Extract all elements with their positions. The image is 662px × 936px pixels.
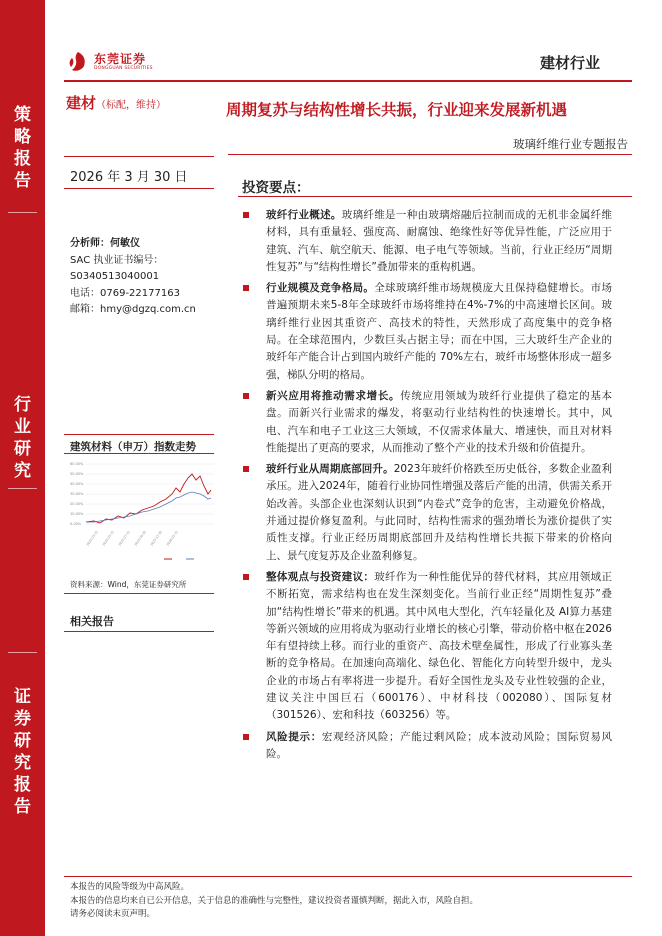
left-rule	[64, 188, 214, 189]
bullet-overview	[242, 207, 612, 276]
bullet-investment-advice	[242, 569, 612, 725]
sidebar-char: 行	[14, 395, 31, 415]
logo-name-en: DONGGUAN SECURITIES	[94, 65, 153, 71]
bullet-risk	[242, 729, 612, 764]
sidebar-char: 研	[14, 731, 31, 751]
sidebar-divider	[8, 212, 37, 213]
svg-text:2025-07-31: 2025-07-31	[117, 529, 131, 547]
bullet-text: 宏观经济风险；产能过剩风险；成本波动风险；国际贸易风险。	[266, 730, 613, 760]
report-subtitle: 玻璃纤维行业专题报告	[513, 137, 628, 151]
report-title: 周期复苏与结构性增长共振，行业迎来发展新机遇	[226, 101, 568, 119]
svg-text:10.00%: 10.00%	[70, 512, 84, 516]
sidebar-label-industry	[0, 394, 45, 482]
investment-points	[242, 207, 612, 767]
svg-text:30.00%: 30.00%	[70, 492, 84, 496]
svg-text:0.00%: 0.00%	[70, 522, 82, 526]
sidebar-char: 证	[14, 687, 31, 707]
bullet-lead: 行业规模及竞争格局。	[266, 282, 375, 295]
svg-text:2025-11-30: 2025-11-30	[149, 529, 163, 547]
svg-text:2025-05-31: 2025-05-31	[101, 529, 115, 547]
bullet-cycle-recovery	[242, 461, 612, 565]
bullet-square-icon	[243, 466, 249, 472]
line-chart-thumbnail-icon	[68, 456, 218, 572]
related-reports-heading: 相关报告	[70, 615, 114, 628]
bullet-scale-competition	[242, 280, 612, 384]
industry-label: 建材行业	[539, 54, 600, 72]
sidebar-char: 告	[14, 171, 31, 191]
svg-text:60.00%: 60.00%	[70, 462, 84, 466]
sidebar-char: 报	[14, 775, 31, 795]
sidebar-char: 券	[14, 709, 31, 729]
rating: （标配，维持）	[96, 100, 167, 111]
sidebar-char: 研	[14, 439, 31, 459]
svg-text:2025-03-31: 2025-03-31	[85, 529, 99, 547]
sector-rating	[66, 92, 166, 113]
license-label: SAC 执业证书编号：	[70, 254, 164, 266]
bullet-lead: 玻纤行业概述。	[266, 209, 342, 221]
title-rule	[228, 154, 632, 155]
disclaimer-line: 本报告的风险等级为中高风险。	[70, 882, 190, 892]
index-chart-thumbnail	[68, 456, 218, 572]
analyst-info	[70, 236, 196, 319]
bullet-lead: 整体观点与投资建议：	[266, 570, 375, 583]
sector-name: 建材	[66, 94, 97, 112]
left-rule	[64, 631, 214, 632]
left-rule	[64, 156, 214, 157]
sidebar-char: 究	[14, 461, 31, 481]
sidebar-label-securities-report	[0, 686, 45, 818]
sidebar-char: 报	[14, 149, 31, 169]
investment-heading: 投资要点：	[242, 180, 310, 196]
report-date: 2026 年 3 月 30 日	[70, 170, 188, 185]
investment-rule	[238, 196, 632, 197]
left-rule	[64, 434, 214, 435]
sidebar-label-strategy	[0, 104, 45, 192]
chart-source: 资料来源：Wind，东莞证券研究所	[70, 580, 187, 589]
bullet-text: 全球玻璃纤维市场规模庞大且保持稳健增长。市场普遍预期未来5-8年全球玻纤市场将维持在4%-7%的中高速增长区间。玻璃纤维行业因其重资产、高技术的特性，天然形成了高度集中的竞争格局。在全球范围内，少数巨头占据主导；而在中国，三大玻纤生产企业的玻纤年产能合计占到国内玻纤产能的 70%左右，玻纤市场整体形成一超多强，梯队分明的格局。	[266, 282, 613, 381]
bullet-text: 2023年玻纤价格跌至历史低谷，多数企业盈利承压。进入2024年，随着行业协同性增强及落后产能的出清，供需关系开始改善。头部企业也深刻认识到“内卷式”竞争的危害，主动避免价格战，并通过提价修复盈利。与此同时，结构性需求的强劲增长为涨价提供了实质性支撑。行业正经历周期底部回升及结构性增长共振下带来的价格向上、景气度复苏及企业盈利修复。	[266, 463, 612, 562]
left-rule	[64, 453, 214, 454]
sidebar-char: 究	[14, 753, 31, 773]
svg-text:50.00%: 50.00%	[70, 472, 84, 476]
company-logo	[66, 50, 153, 74]
footer-rule	[64, 876, 632, 877]
bullet-square-icon	[243, 212, 249, 218]
bullet-lead: 玻纤行业从周期底部回升。	[266, 463, 394, 476]
bullet-lead: 新兴应用将推动需求增长。	[266, 389, 401, 402]
sidebar-divider	[8, 488, 37, 489]
bullet-square-icon	[243, 393, 249, 399]
chart-title: 建筑材料（申万）指数走势	[70, 441, 196, 453]
sidebar	[0, 0, 45, 936]
license-number: S0340513040001	[70, 271, 160, 282]
bullet-square-icon	[243, 285, 249, 291]
analyst-phone: 电话：0769-22177163	[70, 287, 180, 299]
logo-name-cn: 东莞证券	[94, 51, 147, 66]
logo-mark-icon	[66, 50, 90, 74]
bullet-text: 玻璃纤维是一种由玻璃熔融后拉制而成的无机非金属纤维材料，具有重量轻、强度高、耐腐蚀、绝缘性好等优异性能，广泛应用于建筑、汽车、航空航天、能源、电子电气等领域。当前，行业正经历“周期性复苏”与“结构性增长”叠加带来的重构机遇。	[266, 209, 613, 273]
bullet-square-icon	[243, 734, 249, 740]
sidebar-char: 略	[14, 127, 31, 147]
bullet-new-applications	[242, 388, 612, 457]
sidebar-char: 告	[14, 797, 31, 817]
analyst-email[interactable]: 邮箱：hmy@dgzq.com.cn	[70, 304, 196, 315]
analyst-name: 分析师：何敏仪	[70, 238, 140, 249]
sidebar-char: 策	[14, 105, 31, 125]
svg-text:40.00%: 40.00%	[70, 482, 84, 486]
svg-text:2025-09-30: 2025-09-30	[133, 529, 147, 547]
disclaimer-line: 本报告的信息均来自已公开信息，关于信息的准确性与完整性，建议投资者谨慎判断，据此入市，风险自担。	[70, 895, 479, 906]
sidebar-char: 业	[14, 417, 31, 437]
disclaimer	[70, 881, 478, 922]
bullet-text: 玻纤作为一种性能优异的替代材料，其应用领域正不断拓宽，需求结构也在发生深刻变化。当前行业正经“周期性复苏”叠加“结构性增长”带来的机遇。其中风电大型化，汽车轻量化及 AI算力基建等新兴领域的应用将成为驱动行业增长的核心引擎，带动价格中枢在2026年有望持续上移。而行业的重资产、高技术壁垒属性，形成了行业寡头垄断的竞争格局。在加速向高端化、绿色化、智能化方向转型升级中，龙头企业的市场占有率将进一步提升。看好全国性龙头及专业性较强的企业，建议关注中国巨石（600176）、中材科技（002080）、国际复材（301526）、宏和科技（603256）等。	[266, 570, 613, 722]
bullet-text: 传统应用领域为玻纤行业提供了稳定的基本盘。而新兴行业需求的爆发，将驱动行业结构性的快速增长。其中，风电、汽车和电子工业这三大领域，不仅需求体量大、增速快，而且对材料性能提出了更高的要求，从而推动了整个产业的技术升级和价值提升。	[266, 389, 613, 454]
bullet-square-icon	[243, 574, 249, 580]
svg-text:20.00%: 20.00%	[70, 502, 84, 506]
sidebar-divider	[8, 652, 37, 653]
disclaimer-line: 请务必阅读末页声明。	[70, 909, 156, 919]
header-rule	[64, 80, 632, 82]
svg-text:2026-01-31: 2026-01-31	[165, 529, 179, 547]
bullet-lead: 风险提示：	[266, 730, 322, 743]
left-rule	[64, 593, 214, 594]
